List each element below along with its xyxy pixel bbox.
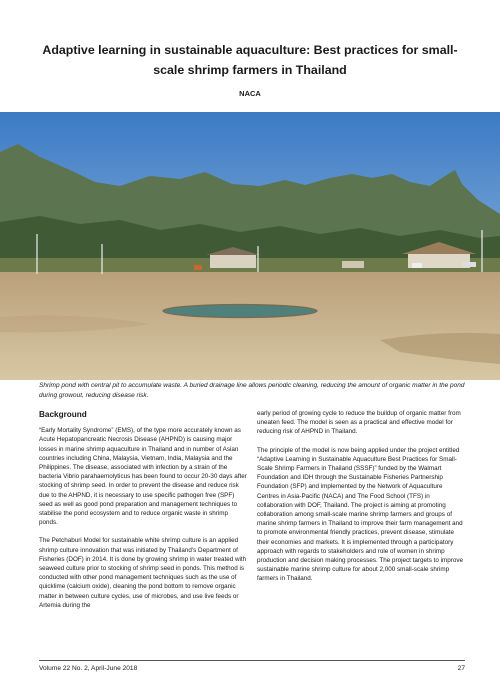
paragraph: The principle of the model is now being applied under the project entitled “Adaptive Learning in Sustainable Aquaculture Best Practices for Small-Scale Shrimp Farmers in Thailand (SSSF)” funded by the Walmart Foundation and IDH through the Sustainable Fisheries Partnership Foundation (SFP) and implemented by the Network of Aquaculture Centres in Asia-Pacific (NACA) and The Food School (TFS) in collaboration with DOF, Thailand. The project is aiming at promoting collaboration among small-scale marine shrimp farmers and groups of marine shrimp farmers in Thailand to improve their farm management and to promote environmental friendly practices, prevent disease, stimulate their economies and markets. It is implemented through a participatory approach with regards to stakeholders and role of women in shrimp production and decision making processes. The project targets to improve sustainable marine shrimp culture for about 2,000 small-scale shrimp farmers in Thailand. <box>257 446 464 583</box>
footer-issue: Volume 22 No. 2, April-June 2018 <box>39 665 138 672</box>
paragraph: “Early Mortality Syndrome” (EMS), of the type more accurately known as Acute Hepatopancreatic Necrosis Disease (AHPND) is causing major losses in marine shrimp aquaculture in Thailand and in number of Asian countries including China, Malaysia, Vietnam, India, Malaysia and the Philippines. The disease, associated with infection by a strain of the bacteria Vibrio parahaemolyticus has been found to occur 20-30 days after stocking of shrimp seed. In order to prevent the disease and reduce risk due to the AHPND, it is necessary to use specific pathogen free (SPF) seed as well as good pond preparation and management techniques to stabilise the pond ecosystem and to reduce organic waste in shrimp ponds. <box>39 427 247 527</box>
photo-caption: Shrimp pond with central pit to accumulate waste. A buried drainage line allows periodic cleaning, reducing the amount of organic matter in the pond during growout, reducing disease risk. <box>39 382 465 399</box>
article-author: NACA <box>239 89 261 98</box>
paragraph: The Petchaburi Model for sustainable white shrimp culture is an applied shrimp culture innovation that was initiated by Thailand’s Department of Fisheries (DOF) in 2014. It is done by growing shrimp in water treated with seaweed culture prior to stocking of shrimp seed in ponds. This method is conducted with other pond management techniques such as the use of quicklime (calcium oxide), cleaning the pond bottom to remove organic matter in between culture cycles, use of microbes, and use live feeds or Artemia during the <box>39 537 247 609</box>
right-column <box>257 409 465 593</box>
page-number: 27 <box>457 665 465 672</box>
section-heading-background: Background <box>39 410 87 419</box>
article-title: Adaptive learning in sustainable aquaculture: Best practices for small-scale shrimp farmers in Thailand <box>42 43 458 77</box>
shrimp-pond-photo <box>0 112 500 380</box>
left-column <box>39 407 247 619</box>
footer-divider <box>39 660 465 661</box>
paragraph: early period of growing cycle to reduce the buildup of organic matter from uneaten feed. The model is seen as a practical and effective model for reducing risk of AHPND in Thailand. <box>257 410 461 436</box>
